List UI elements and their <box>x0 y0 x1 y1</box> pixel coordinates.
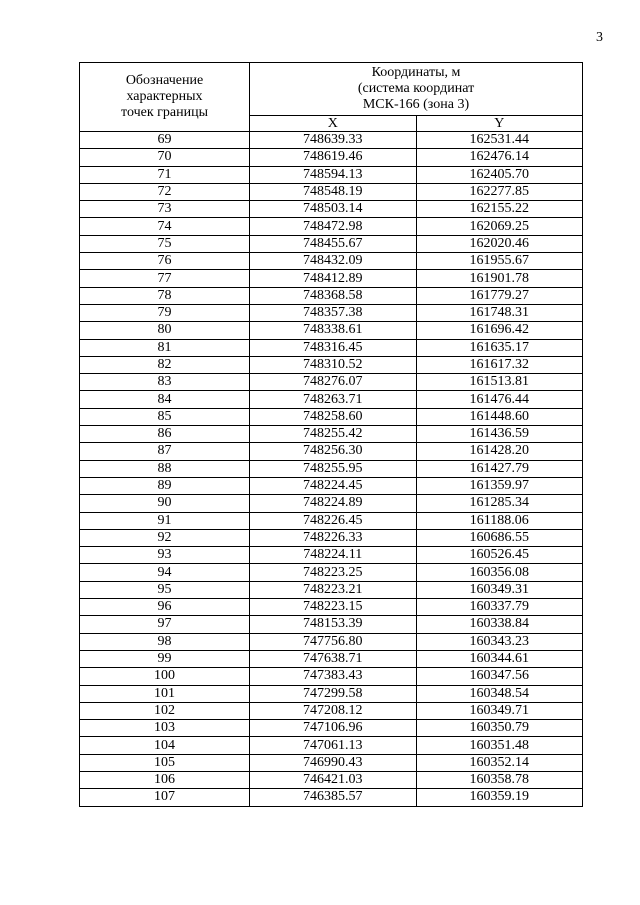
point-number-cell: 104 <box>80 737 250 754</box>
point-number-cell: 96 <box>80 599 250 616</box>
x-coordinate-cell: 748223.25 <box>250 564 417 581</box>
table-row <box>80 564 583 581</box>
table-row <box>80 339 583 356</box>
point-number-cell: 102 <box>80 702 250 719</box>
point-number-cell: 83 <box>80 374 250 391</box>
table-row <box>80 218 583 235</box>
table-row <box>80 495 583 512</box>
table-row <box>80 132 583 149</box>
y-coordinate-cell: 162020.46 <box>416 235 583 252</box>
point-number-cell: 106 <box>80 771 250 788</box>
table-row <box>80 408 583 425</box>
x-coordinate-cell: 748503.14 <box>250 201 417 218</box>
y-coordinate-cell: 162476.14 <box>416 149 583 166</box>
table-row <box>80 789 583 806</box>
y-coordinate-cell: 161285.34 <box>416 495 583 512</box>
x-coordinate-cell: 747106.96 <box>250 720 417 737</box>
table-row <box>80 374 583 391</box>
table-row <box>80 633 583 650</box>
y-coordinate-cell: 162405.70 <box>416 166 583 183</box>
table-row <box>80 235 583 252</box>
point-number-cell: 69 <box>80 132 250 149</box>
table-row <box>80 685 583 702</box>
point-number-cell: 93 <box>80 547 250 564</box>
x-coordinate-cell: 748368.58 <box>250 287 417 304</box>
x-coordinate-cell: 748255.95 <box>250 460 417 477</box>
header-point-line: Обозначение <box>125 73 204 88</box>
y-coordinate-cell: 160350.79 <box>416 720 583 737</box>
table-row <box>80 304 583 321</box>
point-number-cell: 100 <box>80 668 250 685</box>
y-coordinate-cell: 161617.32 <box>416 356 583 373</box>
y-coordinate-cell: 161513.81 <box>416 374 583 391</box>
point-number-cell: 92 <box>80 529 250 546</box>
y-coordinate-cell: 160351.48 <box>416 737 583 754</box>
table-row <box>80 616 583 633</box>
point-number-cell: 101 <box>80 685 250 702</box>
y-coordinate-cell: 161448.60 <box>416 408 583 425</box>
y-coordinate-cell: 161476.44 <box>416 391 583 408</box>
y-coordinate-cell: 160348.54 <box>416 685 583 702</box>
x-coordinate-cell: 748619.46 <box>250 149 417 166</box>
header-point-line: характерных <box>126 89 203 104</box>
x-coordinate-cell: 747383.43 <box>250 668 417 685</box>
x-coordinate-cell: 748310.52 <box>250 356 417 373</box>
table-row <box>80 201 583 218</box>
x-coordinate-cell: 748412.89 <box>250 270 417 287</box>
x-coordinate-cell: 747061.13 <box>250 737 417 754</box>
point-number-cell: 103 <box>80 720 250 737</box>
x-coordinate-cell: 748226.45 <box>250 512 417 529</box>
x-coordinate-cell: 748316.45 <box>250 339 417 356</box>
x-coordinate-cell: 747756.80 <box>250 633 417 650</box>
table-row <box>80 754 583 771</box>
point-number-cell: 85 <box>80 408 250 425</box>
table-row <box>80 512 583 529</box>
table-row <box>80 668 583 685</box>
x-coordinate-cell: 748224.89 <box>250 495 417 512</box>
table-row <box>80 581 583 598</box>
x-coordinate-cell: 748256.30 <box>250 443 417 460</box>
table-row <box>80 426 583 443</box>
y-coordinate-cell: 160356.08 <box>416 564 583 581</box>
table-row <box>80 720 583 737</box>
point-number-cell: 73 <box>80 201 250 218</box>
table-row <box>80 356 583 373</box>
x-coordinate-cell: 748263.71 <box>250 391 417 408</box>
table-row <box>80 547 583 564</box>
table-row <box>80 166 583 183</box>
y-coordinate-cell: 161188.06 <box>416 512 583 529</box>
x-coordinate-cell: 748276.07 <box>250 374 417 391</box>
point-number-cell: 77 <box>80 270 250 287</box>
table-row <box>80 183 583 200</box>
y-coordinate-cell: 161428.20 <box>416 443 583 460</box>
y-coordinate-cell: 161748.31 <box>416 304 583 321</box>
point-number-cell: 81 <box>80 339 250 356</box>
x-coordinate-cell: 748224.45 <box>250 477 417 494</box>
page-number: 3 <box>596 30 603 45</box>
table-body <box>80 132 583 807</box>
point-number-cell: 98 <box>80 633 250 650</box>
y-coordinate-cell: 160352.14 <box>416 754 583 771</box>
point-number-cell: 94 <box>80 564 250 581</box>
point-number-cell: 84 <box>80 391 250 408</box>
table-row <box>80 737 583 754</box>
point-number-cell: 82 <box>80 356 250 373</box>
table-row <box>80 650 583 667</box>
y-coordinate-cell: 160337.79 <box>416 599 583 616</box>
table-row <box>80 253 583 270</box>
x-coordinate-cell: 748594.13 <box>250 166 417 183</box>
y-coordinate-cell: 160686.55 <box>416 529 583 546</box>
point-number-cell: 70 <box>80 149 250 166</box>
y-coordinate-cell: 160338.84 <box>416 616 583 633</box>
x-coordinate-cell: 748357.38 <box>250 304 417 321</box>
y-coordinate-cell: 162069.25 <box>416 218 583 235</box>
x-coordinate-cell: 748258.60 <box>250 408 417 425</box>
header-point-designation <box>80 63 250 132</box>
point-number-cell: 99 <box>80 650 250 667</box>
y-coordinate-cell: 161436.59 <box>416 426 583 443</box>
x-coordinate-cell: 748223.15 <box>250 599 417 616</box>
x-coordinate-cell: 747638.71 <box>250 650 417 667</box>
y-coordinate-cell: 161427.79 <box>416 460 583 477</box>
x-coordinate-cell: 748255.42 <box>250 426 417 443</box>
y-coordinate-cell: 160349.71 <box>416 702 583 719</box>
header-coords-line: МСК-166 (зона 3) <box>362 97 470 112</box>
y-coordinate-cell: 161635.17 <box>416 339 583 356</box>
y-coordinate-cell: 160359.19 <box>416 789 583 806</box>
y-coordinate-cell: 161955.67 <box>416 253 583 270</box>
x-coordinate-cell: 748223.21 <box>250 581 417 598</box>
table-row <box>80 702 583 719</box>
y-coordinate-cell: 162277.85 <box>416 183 583 200</box>
table-row <box>80 599 583 616</box>
point-number-cell: 88 <box>80 460 250 477</box>
point-number-cell: 86 <box>80 426 250 443</box>
table-row <box>80 391 583 408</box>
point-number-cell: 80 <box>80 322 250 339</box>
x-coordinate-cell: 746385.57 <box>250 789 417 806</box>
table-row <box>80 477 583 494</box>
table-row <box>80 322 583 339</box>
table-row <box>80 443 583 460</box>
point-number-cell: 72 <box>80 183 250 200</box>
x-coordinate-cell: 748224.11 <box>250 547 417 564</box>
point-number-cell: 95 <box>80 581 250 598</box>
x-coordinate-cell: 748455.67 <box>250 235 417 252</box>
x-coordinate-cell: 746421.03 <box>250 771 417 788</box>
y-coordinate-cell: 162155.22 <box>416 201 583 218</box>
x-coordinate-cell: 747208.12 <box>250 702 417 719</box>
x-coordinate-cell: 748226.33 <box>250 529 417 546</box>
point-number-cell: 97 <box>80 616 250 633</box>
table-row <box>80 529 583 546</box>
y-coordinate-cell: 160347.56 <box>416 668 583 685</box>
point-number-cell: 74 <box>80 218 250 235</box>
y-coordinate-cell: 160358.78 <box>416 771 583 788</box>
point-number-cell: 75 <box>80 235 250 252</box>
header-coords-line: Координаты, м <box>371 65 461 80</box>
header-coordinates <box>250 63 583 116</box>
point-number-cell: 78 <box>80 287 250 304</box>
header-y: Y <box>416 116 583 132</box>
x-coordinate-cell: 748548.19 <box>250 183 417 200</box>
x-coordinate-cell: 746990.43 <box>250 754 417 771</box>
table-row <box>80 149 583 166</box>
header-point-line: точек границы <box>121 105 208 120</box>
header-coords-line: (система координат <box>357 81 475 96</box>
table-row <box>80 771 583 788</box>
y-coordinate-cell: 161696.42 <box>416 322 583 339</box>
table-row <box>80 270 583 287</box>
header-x: X <box>250 116 417 132</box>
y-coordinate-cell: 161901.78 <box>416 270 583 287</box>
y-coordinate-cell: 160349.31 <box>416 581 583 598</box>
x-coordinate-cell: 748639.33 <box>250 132 417 149</box>
point-number-cell: 87 <box>80 443 250 460</box>
y-coordinate-cell: 160344.61 <box>416 650 583 667</box>
point-number-cell: 71 <box>80 166 250 183</box>
x-coordinate-cell: 748432.09 <box>250 253 417 270</box>
coordinates-table <box>79 62 583 807</box>
y-coordinate-cell: 160343.23 <box>416 633 583 650</box>
table-row <box>80 460 583 477</box>
y-coordinate-cell: 160526.45 <box>416 547 583 564</box>
x-coordinate-cell: 747299.58 <box>250 685 417 702</box>
point-number-cell: 107 <box>80 789 250 806</box>
x-coordinate-cell: 748472.98 <box>250 218 417 235</box>
y-coordinate-cell: 161779.27 <box>416 287 583 304</box>
point-number-cell: 105 <box>80 754 250 771</box>
point-number-cell: 89 <box>80 477 250 494</box>
point-number-cell: 91 <box>80 512 250 529</box>
point-number-cell: 90 <box>80 495 250 512</box>
x-coordinate-cell: 748338.61 <box>250 322 417 339</box>
point-number-cell: 79 <box>80 304 250 321</box>
point-number-cell: 76 <box>80 253 250 270</box>
y-coordinate-cell: 161359.97 <box>416 477 583 494</box>
y-coordinate-cell: 162531.44 <box>416 132 583 149</box>
table-row <box>80 287 583 304</box>
x-coordinate-cell: 748153.39 <box>250 616 417 633</box>
